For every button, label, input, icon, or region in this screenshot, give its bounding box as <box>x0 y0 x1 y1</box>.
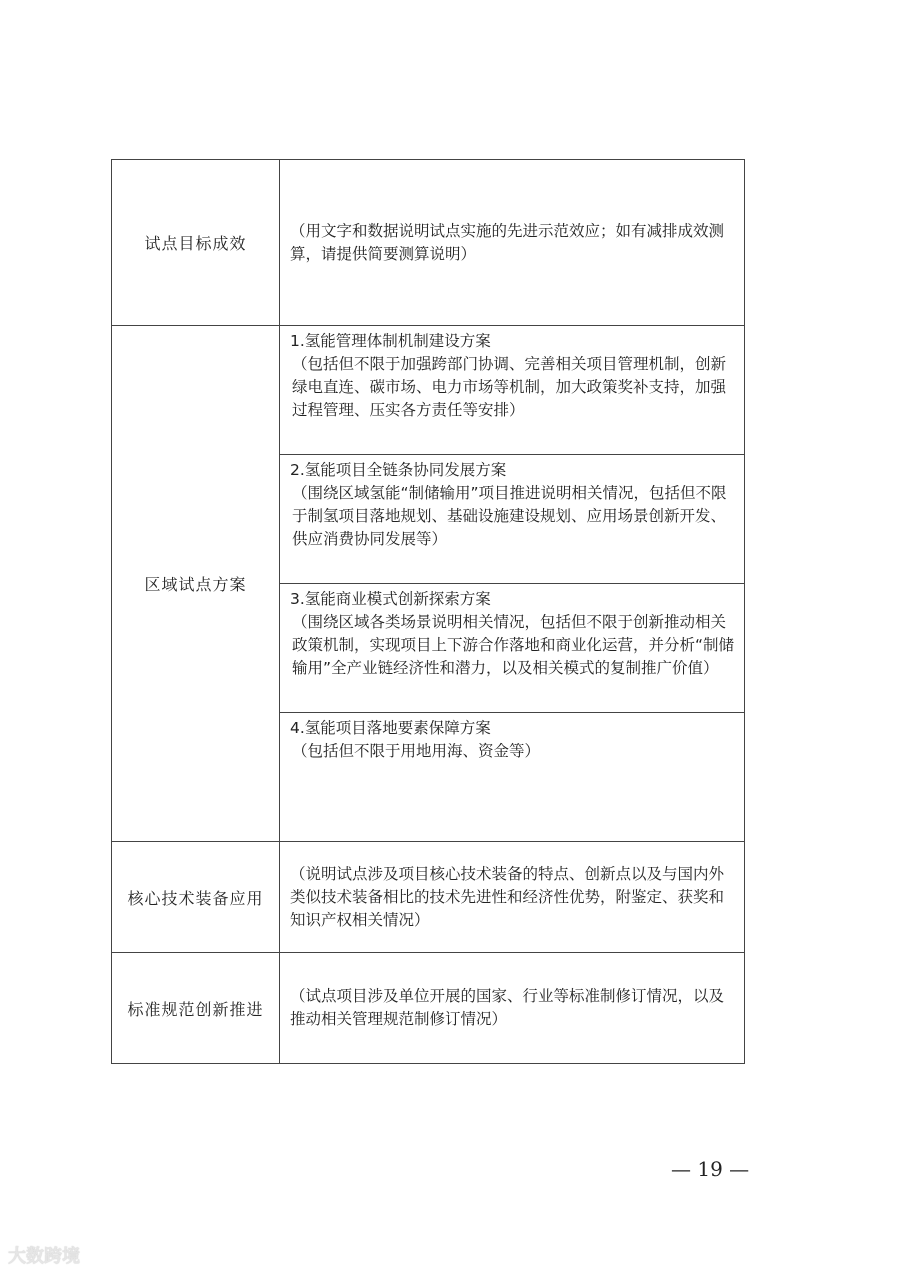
regional-item-desc: （围绕区域氢能“制储输用”项目推进说明相关情况，包括但不限于制氢项目落地规划、基础设施建设规划、应用场景创新开发、供应消费协同发展等） <box>292 484 727 548</box>
table-row-standard <box>112 953 745 1064</box>
regional-item-1 <box>280 326 745 455</box>
row-label-standard: 标准规范创新推进 <box>112 953 280 1064</box>
table-row-goal <box>112 160 745 326</box>
table-row-tech <box>112 842 745 953</box>
table-row-regional-1 <box>112 326 745 455</box>
watermark-logo: 大数跨境 <box>8 1246 80 1267</box>
regional-item-title: 3.氢能商业模式创新探索方案 <box>290 590 491 608</box>
regional-item-4 <box>280 713 745 842</box>
row-label-tech: 核心技术装备应用 <box>112 842 280 953</box>
regional-item-3 <box>280 584 745 713</box>
page-number: — 19 — <box>671 1157 750 1181</box>
row-label-goal: 试点目标成效 <box>112 160 280 326</box>
row-content-standard: （试点项目涉及单位开展的国家、行业等标准制修订情况，以及推动相关管理规范制修订情况） <box>280 953 745 1064</box>
row-content-tech: （说明试点涉及项目核心技术装备的特点、创新点以及与国内外类似技术装备相比的技术先进性和经济性优势，附鉴定、获奖和知识产权相关情况） <box>280 842 745 953</box>
regional-item-title: 2.氢能项目全链条协同发展方案 <box>290 461 507 479</box>
regional-item-title: 4.氢能项目落地要素保障方案 <box>290 719 491 737</box>
regional-item-desc: （包括但不限于加强跨部门协调、完善相关项目管理机制，创新绿电直连、碳市场、电力市场等机制，加大政策奖补支持，加强过程管理、压实各方责任等安排） <box>292 355 727 419</box>
regional-item-title: 1.氢能管理体制机制建设方案 <box>290 332 491 350</box>
regional-item-desc: （包括但不限于用地用海、资金等） <box>292 742 541 760</box>
row-label-regional: 区域试点方案 <box>112 326 280 842</box>
row-content-goal: （用文字和数据说明试点实施的先进示范效应；如有减排成效测算，请提供简要测算说明） <box>280 160 745 326</box>
regional-item-2 <box>280 455 745 584</box>
pilot-plan-table <box>111 159 745 1064</box>
regional-item-desc: （围绕区域各类场景说明相关情况，包括但不限于创新推动相关政策机制，实现项目上下游合作落地和商业化运营，并分析“制储输用”全产业链经济性和潜力，以及相关模式的复制推广价值） <box>292 613 735 677</box>
